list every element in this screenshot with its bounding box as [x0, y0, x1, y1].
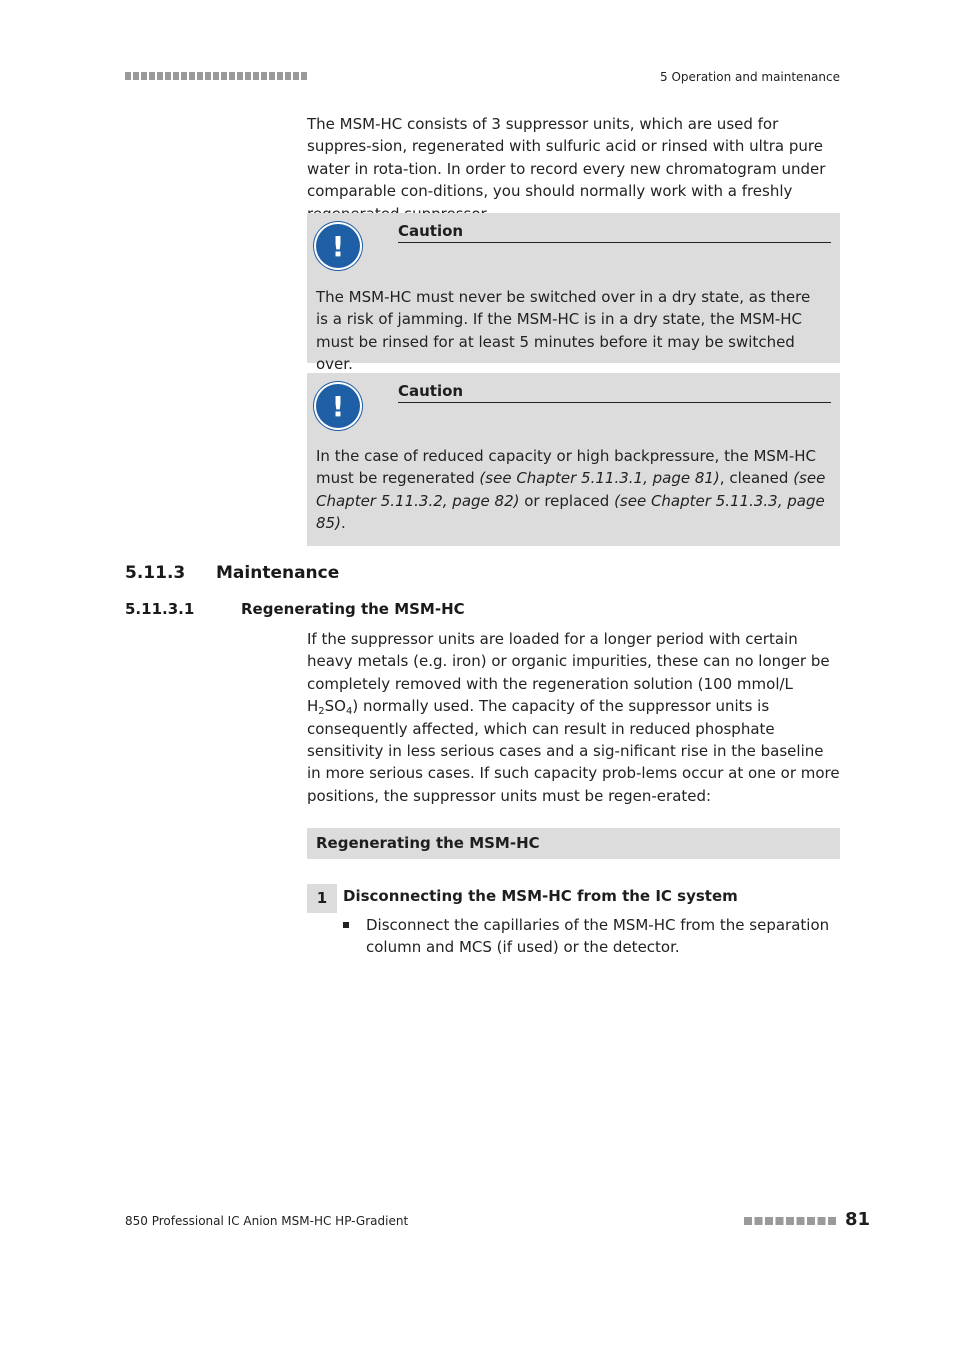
body-paragraph: If the suppressor units are loaded for a longer period with certain heavy metals (e.g. iron) or organic impurities, these can no longer be completely removed with the regeneration solution (100 mmol/L $H_2SO_4$) normally used. The capacity of the suppressor units is consequently affected, which can result in reduced phosphate sensitivity in less serious cases and a sig-nificant rise in the baseline in more serious cases. If such capacity prob-lems occur at one or more positions, the suppressor units must be regen-erated:	[307, 630, 840, 805]
cross-reference-link[interactable]: (see Chapter 5.11.3.2, page 82)	[316, 469, 826, 510]
caution-title: Caution	[398, 382, 831, 403]
step-number: 1	[307, 884, 337, 913]
caution-box-1	[307, 213, 840, 374]
exclamation-icon: !	[316, 384, 360, 428]
exclamation-icon: !	[316, 224, 360, 268]
caution-title: Caution	[398, 222, 831, 243]
header-decoration	[125, 72, 307, 80]
caution-text: In the case of reduced capacity or high backpressure, the MSM-HC must be regenerated (see Chapter 5.11.3.1, page 81), cleaned (see Chapter 5.11.3.2, page 82) or replaced (see Chapter 5.11.3.3, page 85).	[316, 447, 826, 533]
step-title: Disconnecting the MSM-HC from the IC system	[343, 887, 738, 905]
step-bullet-text: Disconnect the capillaries of the MSM-HC from the separation column and MCS (if used) or the detector.	[366, 916, 830, 957]
page-number: 81	[845, 1209, 871, 1230]
caution-text: The MSM-HC must never be switched over in a dry state, as there is a risk of jamming. If the MSM-HC is in a dry state, the MSM-HC must be rinsed for at least 5 minutes before it may be switched over.	[316, 288, 811, 374]
bullet-icon	[343, 922, 349, 928]
procedure-title-bar: Regenerating the MSM-HC	[307, 828, 840, 859]
caution-box-2	[307, 373, 840, 546]
footer-title: 850 Professional IC Anion MSM-HC HP-Gradient	[125, 1214, 409, 1228]
section-heading: 5.11.3 Maintenance	[125, 563, 340, 583]
intro-paragraph: The MSM-HC consists of 3 suppressor units, which are used for suppres-sion, regenerated with sulfuric acid or rinsed with ultra pure water in rota-tion. In order to record every new chromatogram under comparable con-ditions, you should normally work with a freshly	[307, 115, 826, 201]
cross-reference-link[interactable]: (see Chapter 5.11.3.1, page 81)	[479, 469, 720, 488]
cross-reference-link[interactable]: (see Chapter 5.11.3.3, page 85)	[316, 491, 825, 533]
subsection-heading: 5.11.3.1 Regenerating the MSM-HC	[125, 600, 465, 618]
running-header: 5 Operation and maintenance	[660, 70, 840, 84]
footer-decoration	[744, 1217, 838, 1225]
